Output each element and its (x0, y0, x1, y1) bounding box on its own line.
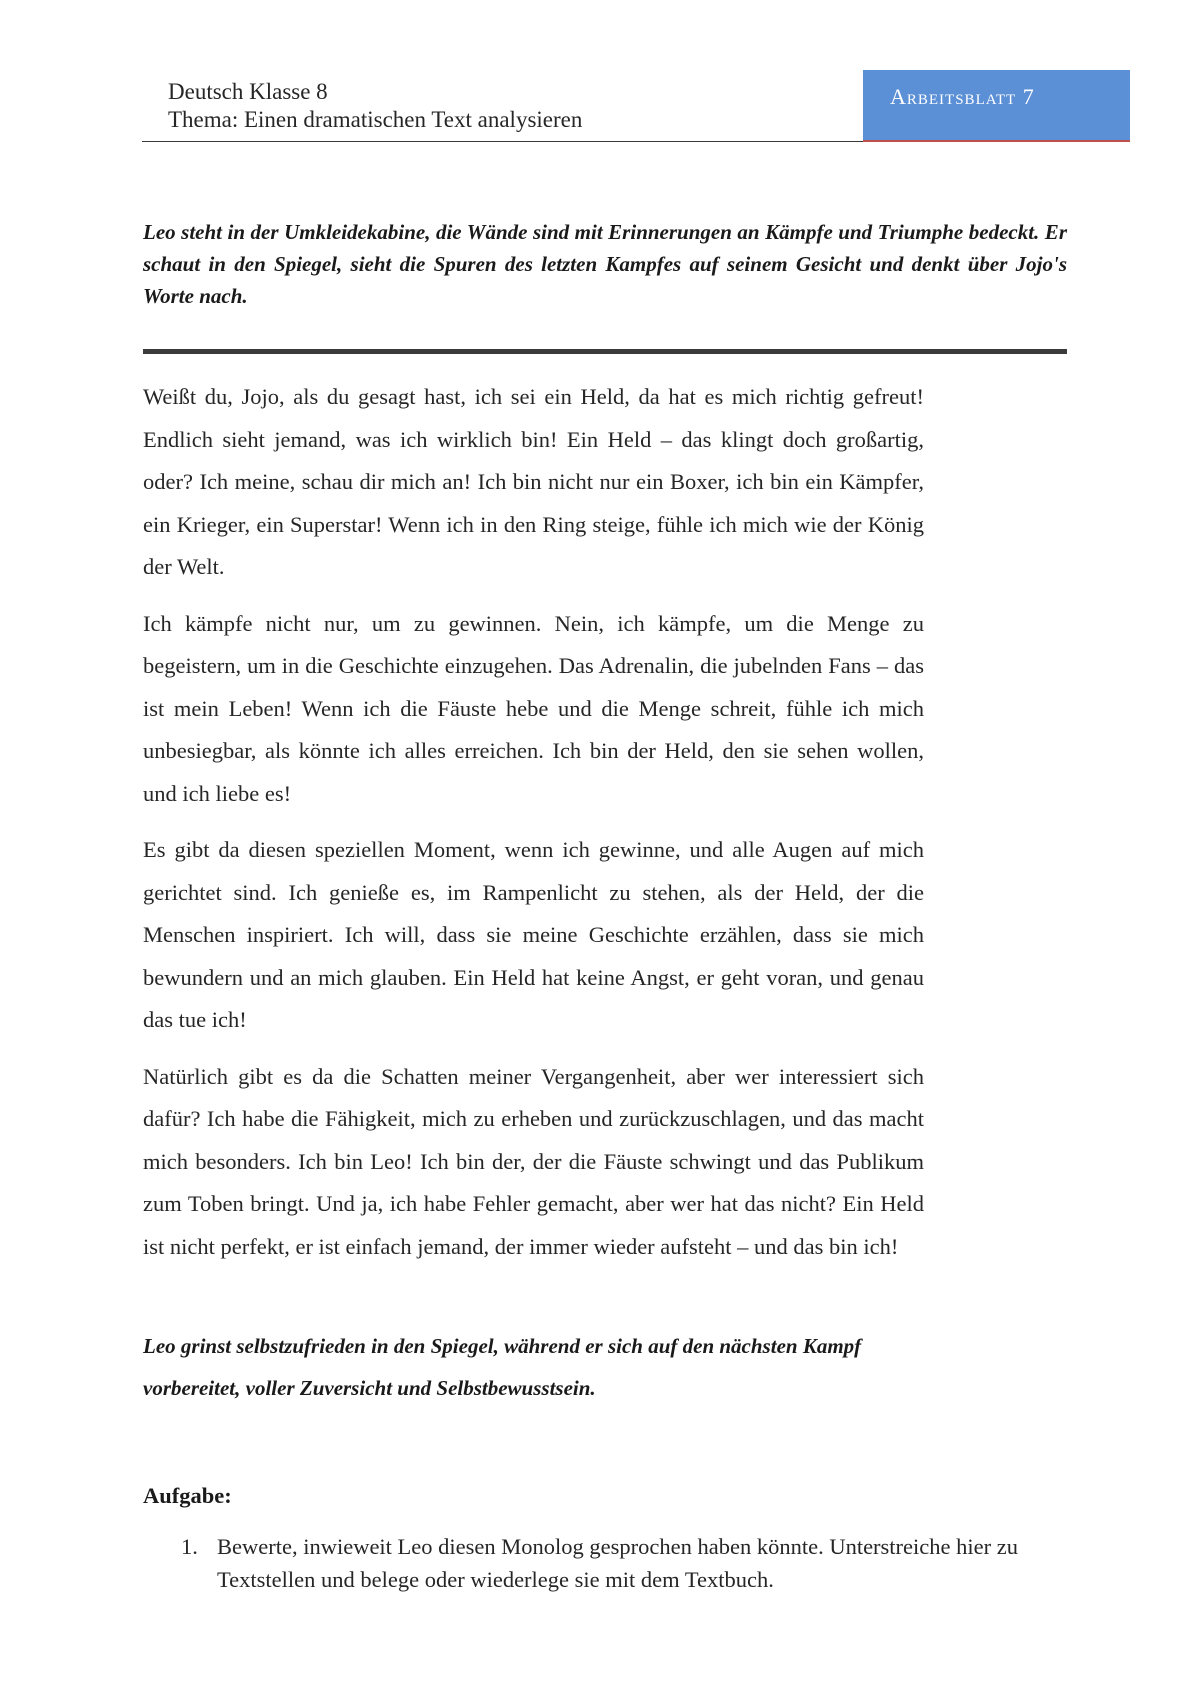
section-divider (143, 349, 1067, 354)
task-heading: Aufgabe: (143, 1483, 232, 1508)
worksheet-header (168, 78, 582, 134)
stage-direction-outro: Leo grinst selbstzufrieden in den Spiegel, während er sich auf den nächsten Kampf vorbereitet, voller Zuversicht und Selbstbewusstsein. (143, 1334, 862, 1400)
header-divider (142, 141, 863, 142)
header-subject: Deutsch Klasse 8 (168, 79, 328, 104)
monologue-paragraph: Weißt du, Jojo, als du gesagt hast, ich sei ein Held, da hat es mich richtig gefreut! Endlich sieht jemand, was ich wirklich bin! Ein Held – das klingt doch großartig, oder? Ich meine, schau dir mich an! Ich bin nicht nur ein Boxer, ich bin ein Kämpfer, ein Krieger, ein Superstar! Wenn ich in den Ring steige, fühle ich mich wie der König der Welt. (143, 384, 924, 579)
monologue-paragraph: Natürlich gibt es da die Schatten meiner Vergangenheit, aber wer interessiert sich dafür? Ich habe die Fähigkeit, mich zu erheben und zurückzuschlagen, und das macht mich besonders. Ich bin Leo! Ich bin der, der die Fäuste schwingt und das Publikum zum Toben bringt. Und ja, ich habe Fehler gemacht, aber wer hat das nicht? Ein Held ist nicht perfekt, er ist einfach jemand, der immer wieder aufsteht – und das bin ich! (143, 1063, 924, 1259)
task-item (143, 1530, 1083, 1596)
task-number: 1. (181, 1534, 198, 1559)
task-text: Bewerte, inwieweit Leo diesen Monolog gesprochen haben könnte. Unterstreiche hier zu Textstellen und belege oder wiederlege sie mit dem Textbuch. (217, 1534, 1018, 1592)
task-list (143, 1530, 1083, 1596)
worksheet-badge-label: Arbeitsblatt 7 (890, 84, 1035, 109)
monologue-text (143, 376, 924, 1282)
header-topic: Thema: Einen dramatischen Text analysieren (168, 107, 583, 132)
monologue-paragraph: Ich kämpfe nicht nur, um zu gewinnen. Nein, ich kämpfe, um die Menge zu begeistern, um in die Geschichte einzugehen. Das Adrenalin, die jubelnden Fans – das ist mein Leben! Wenn ich die Fäuste hebe und die Menge schreit, fühle ich mich unbesiegbar, als könnte ich alles erreichen. Ich bin der Held, den sie sehen wollen, und ich liebe es! (143, 610, 924, 806)
worksheet-badge (863, 70, 1130, 142)
stage-direction-intro: Leo steht in der Umkleidekabine, die Wände sind mit Erinnerungen an Kämpfe und Triumphe bedeckt. Er schaut in den Spiegel, sieht die Spuren des letzten Kampfes auf seinem Gesicht und denkt über Jojo's Worte nach. (143, 220, 1067, 308)
monologue-paragraph: Es gibt da diesen speziellen Moment, wenn ich gewinne, und alle Augen auf mich gerichtet sind. Ich genieße es, im Rampenlicht zu stehen, als der Held, der die Menschen inspiriert. Ich will, dass sie meine Geschichte erzählen, dass sie mich bewundern und an mich glauben. Ein Held hat keine Angst, er geht voran, und genau das tue ich! (143, 837, 924, 1032)
